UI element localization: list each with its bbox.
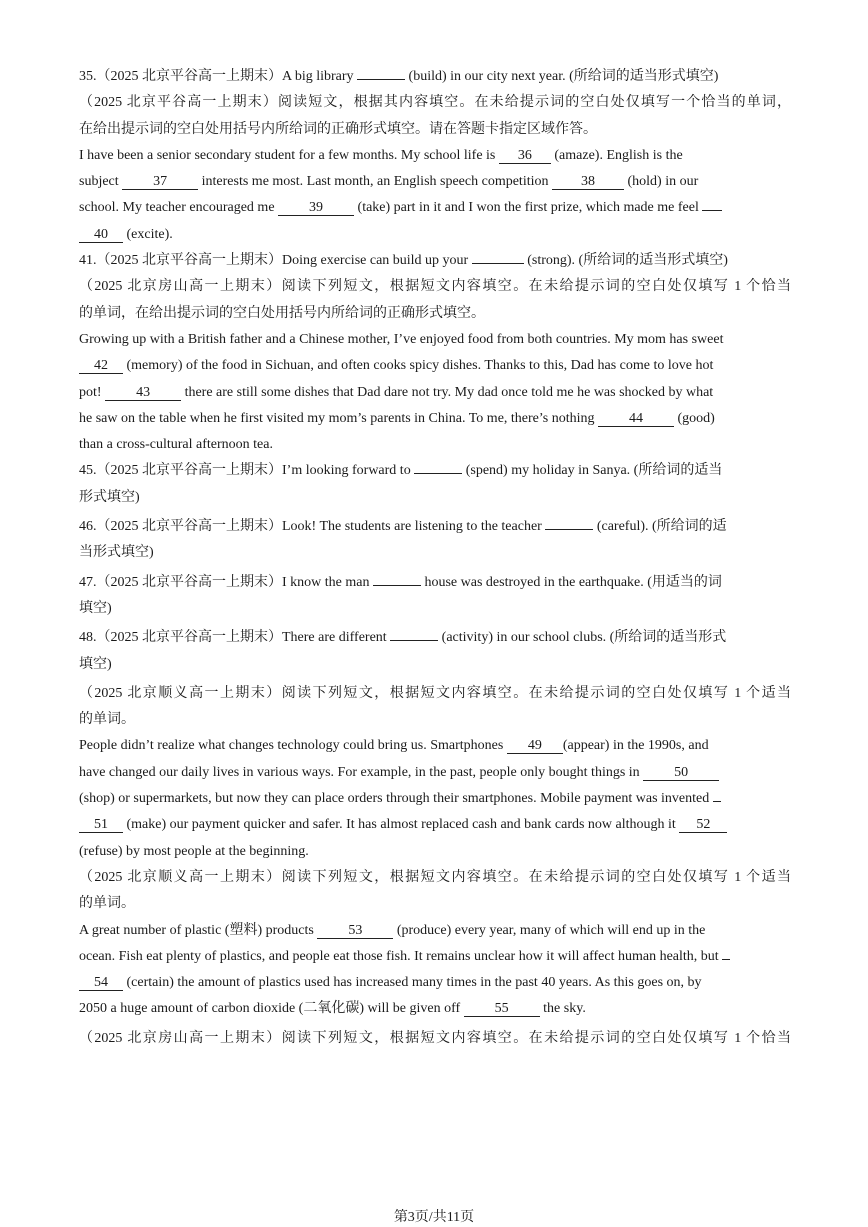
question-46: 46.（2025 北京平谷高一上期末）Look! The students are listening to the teacher (careful). (所给词的适: [79, 519, 727, 535]
passage-2-text: pot! 43 there are still some dishes that Dad dare not try. My dad once told me he was shocked by what: [79, 384, 714, 400]
question-48: 48.（2025 北京平谷高一上期末）There are different (activity) in our school clubs. (所给词的适当形式: [79, 630, 727, 646]
answer-blank[interactable]: [390, 640, 438, 641]
question-47: 47.（2025 北京平谷高一上期末）I know the man house was destroyed in the earthquake. (用适当的词: [79, 574, 722, 590]
passage-2-instruction: 的单词，在给出提示词的空白处用括号内所给词的正确形式填空。: [79, 305, 485, 321]
passage-1-text: school. My teacher encouraged me 39 (take) part in it and I won the first prize, which made me feel: [79, 195, 791, 221]
answer-blank-50[interactable]: 50: [643, 766, 719, 781]
passage-1-instruction: （2025 北京平谷高一上期末）阅读短文，根据其内容填空。在未给提示词的空白处仅填写一个恰当的单词，: [79, 95, 791, 111]
question-35: 35.（2025 北京平谷高一上期末）A big library (build) in our city next year. (所给词的适当形式填空): [79, 69, 719, 84]
passage-3-text: (shop) or supermarkets, but now they can place orders through their smartphones. Mobile payment was invented: [79, 786, 791, 812]
passage-4-text: A great number of plastic (塑料) products 53 (produce) every year, many of which will end up in the: [79, 922, 706, 938]
answer-blank[interactable]: [373, 585, 421, 586]
question-45-cont: 形式填空): [79, 489, 140, 505]
answer-blank-54[interactable]: 54: [79, 976, 123, 991]
passage-4-text: 2050 a huge amount of carbon dioxide (二氧化碳) will be given off 55 the sky.: [79, 1001, 586, 1017]
passage-4-text: 54 (certain) the amount of plastics used has increased many times in the past 40 years. As this goes on, by: [79, 970, 791, 996]
answer-blank-49[interactable]: 49: [507, 739, 563, 754]
passage-1-text: 40 (excite).: [79, 222, 791, 248]
passage-2-text: Growing up with a British father and a Chinese mother, I’ve enjoyed food from both countries. My mom has sweet: [79, 331, 724, 347]
answer-blank[interactable]: [357, 79, 405, 80]
answer-blank-54-start[interactable]: [722, 959, 730, 960]
answer-blank[interactable]: [545, 529, 593, 530]
passage-4-instruction: 的单词。: [79, 896, 135, 912]
question-46-cont: 当形式填空): [79, 545, 154, 561]
passage-2-text: 42 (memory) of the food in Sichuan, and often cooks spicy dishes. Thanks to this, Dad has come to love hot: [79, 353, 791, 379]
passage-2-instruction: （2025 北京房山高一上期末）阅读下列短文，根据短文内容填空。在未给提示词的空白处仅填写 1 个恰当: [79, 279, 791, 295]
answer-blank-40[interactable]: 40: [79, 228, 123, 243]
answer-blank-43[interactable]: 43: [105, 386, 181, 401]
question-48-cont: 填空): [79, 656, 112, 672]
passage-1-text: I have been a senior secondary student for a few months. My school life is 36 (amaze). English is the: [79, 147, 683, 163]
worksheet-content: [79, 64, 791, 1052]
answer-blank-40-start[interactable]: [702, 210, 722, 211]
passage-3-text: have changed our daily lives in various ways. For example, in the past, people only bought things in 50: [79, 760, 791, 786]
passage-2-text: than a cross-cultural afternoon tea.: [79, 437, 273, 453]
answer-blank[interactable]: [472, 263, 524, 264]
passage-3-instruction: 的单词。: [79, 712, 135, 728]
answer-blank-38[interactable]: 38: [552, 175, 624, 190]
answer-blank-37[interactable]: 37: [122, 175, 198, 190]
answer-blank-44[interactable]: 44: [598, 412, 674, 427]
question-41: 41.（2025 北京平谷高一上期末）Doing exercise can build up your (strong). (所给词的适当形式填空): [79, 253, 728, 269]
passage-3-text: People didn’t realize what changes technology could bring us. Smartphones 49 (appear) in the 1990s, and: [79, 738, 709, 754]
passage-4-instruction: （2025 北京顺义高一上期末）阅读下列短文，根据短文内容填空。在未给提示词的空白处仅填写 1 个适当: [79, 869, 791, 885]
answer-blank-52[interactable]: 52: [679, 818, 727, 833]
answer-blank-39[interactable]: 39: [278, 201, 354, 216]
answer-blank-51[interactable]: 51: [79, 818, 123, 833]
question-45: 45.（2025 北京平谷高一上期末）I’m looking forward to (spend) my holiday in Sanya. (所给词的适当: [79, 463, 723, 479]
page-footer: 第3页/共11页: [393, 1210, 475, 1225]
answer-blank-42[interactable]: 42: [79, 359, 123, 374]
answer-blank-53[interactable]: 53: [317, 924, 393, 939]
answer-blank-51-start[interactable]: [713, 801, 721, 802]
question-47-cont: 填空): [79, 600, 112, 616]
answer-blank-55[interactable]: 55: [464, 1002, 540, 1017]
passage-1-text: subject 37 interests me most. Last month, an English speech competition 38 (hold) in our: [79, 174, 699, 190]
passage-2-text: he saw on the table when he first visited my mom’s parents in China. To me, there’s nothing 44 (good): [79, 410, 715, 426]
answer-blank-36[interactable]: 36: [499, 149, 551, 164]
passage-1-instruction: 在给出提示词的空白处用括号内所给词的正确形式填空。请在答题卡指定区域作答。: [79, 121, 597, 137]
passage-3-instruction: （2025 北京顺义高一上期末）阅读下列短文，根据短文内容填空。在未给提示词的空白处仅填写 1 个适当: [79, 685, 791, 701]
answer-blank[interactable]: [414, 473, 462, 474]
passage-3-text: (refuse) by most people at the beginning.: [79, 843, 309, 859]
passage-3-text: 51 (make) our payment quicker and safer. It has almost replaced cash and bank cards now although it 52: [79, 812, 791, 838]
passage-4-text: ocean. Fish eat plenty of plastics, and people eat those fish. It remains unclear how it will affect human health, but: [79, 944, 791, 970]
passage-5-instruction: （2025 北京房山高一上期末）阅读下列短文，根据短文内容填空。在未给提示词的空白处仅填写 1 个恰当: [79, 1030, 791, 1046]
